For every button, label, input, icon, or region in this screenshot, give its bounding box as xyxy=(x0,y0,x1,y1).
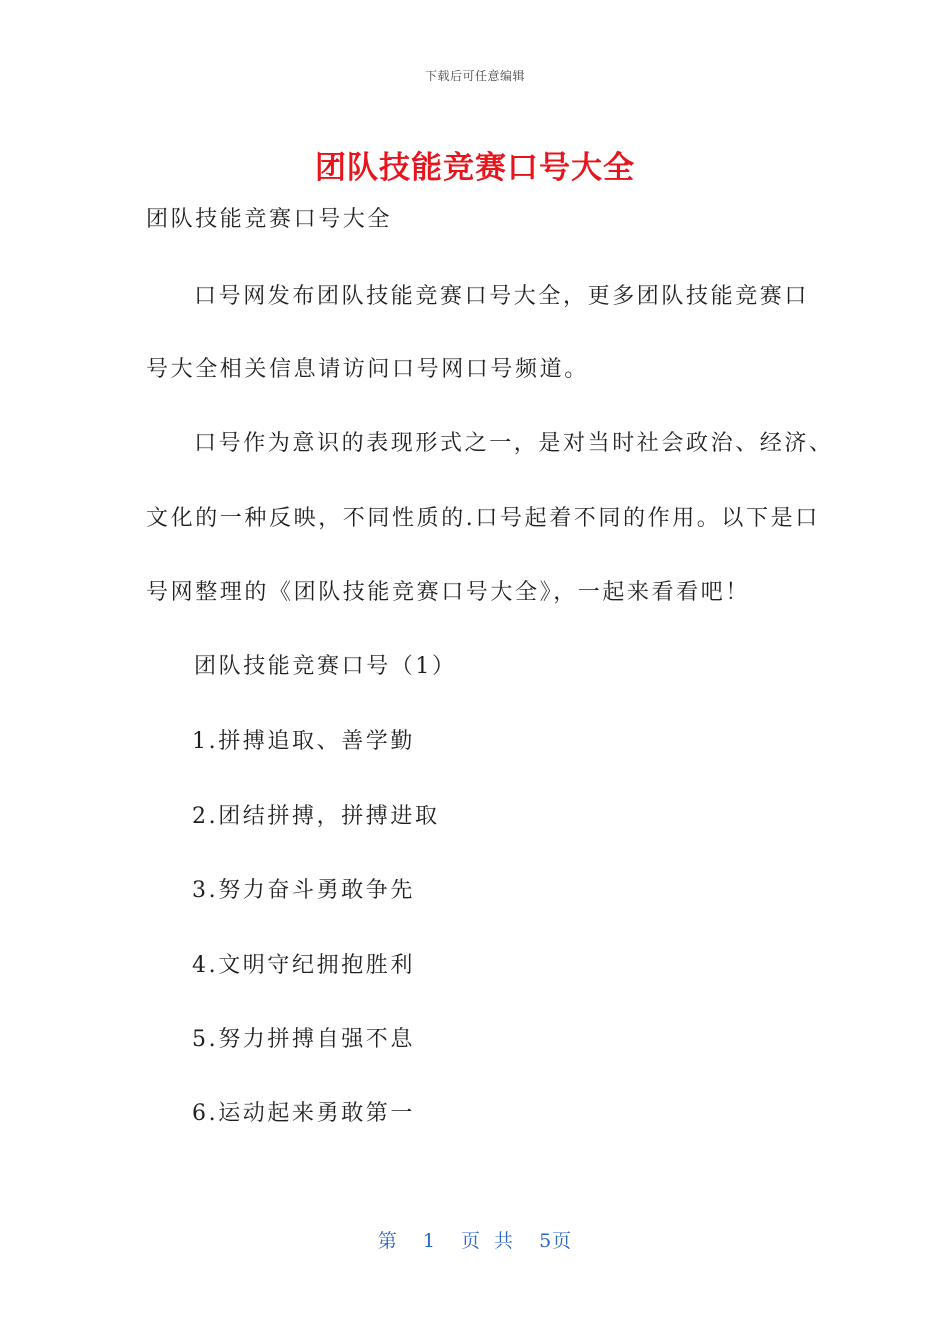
section-heading: 团队技能竞赛口号（1） xyxy=(194,654,457,679)
header-note: 下载后可任意编辑 xyxy=(424,69,525,83)
slogan-item: 6.运动起来勇敢第一 xyxy=(192,1101,415,1126)
footer-page-number: 1 xyxy=(422,1230,436,1252)
page-footer xyxy=(0,1226,950,1253)
footer-prefix: 第 xyxy=(377,1230,398,1252)
document-title: 团队技能竞赛口号大全 xyxy=(315,150,635,186)
paragraph-line-1: 口号作为意识的表现形式之一，是对当时社会政治、经济、 xyxy=(194,431,834,456)
paragraph-line-3: 号网整理的《团队技能竞赛口号大全》，一起来看看吧！ xyxy=(146,580,751,605)
footer-middle: 页 共 xyxy=(461,1230,515,1252)
slogan-item: 1.拼搏追取、善学勤 xyxy=(192,729,415,754)
slogan-item: 4.文明守纪拥抱胜利 xyxy=(192,953,415,978)
slogan-item: 2.团结拼搏，拼搏进取 xyxy=(192,804,440,829)
subtitle-line: 团队技能竞赛口号大全 xyxy=(146,207,393,232)
paragraph-line-2: 文化的一种反映，不同性质的.口号起着不同的作用。以下是口 xyxy=(146,506,820,531)
footer-total: 5页 xyxy=(539,1230,573,1252)
intro-line-2: 号大全相关信息请访问口号网口号频道。 xyxy=(146,357,589,382)
slogan-item: 5.努力拼搏自强不息 xyxy=(192,1027,415,1052)
slogan-item: 3.努力奋斗勇敢争先 xyxy=(192,878,415,903)
intro-line-1: 口号网发布团队技能竞赛口号大全，更多团队技能竞赛口 xyxy=(194,284,810,309)
